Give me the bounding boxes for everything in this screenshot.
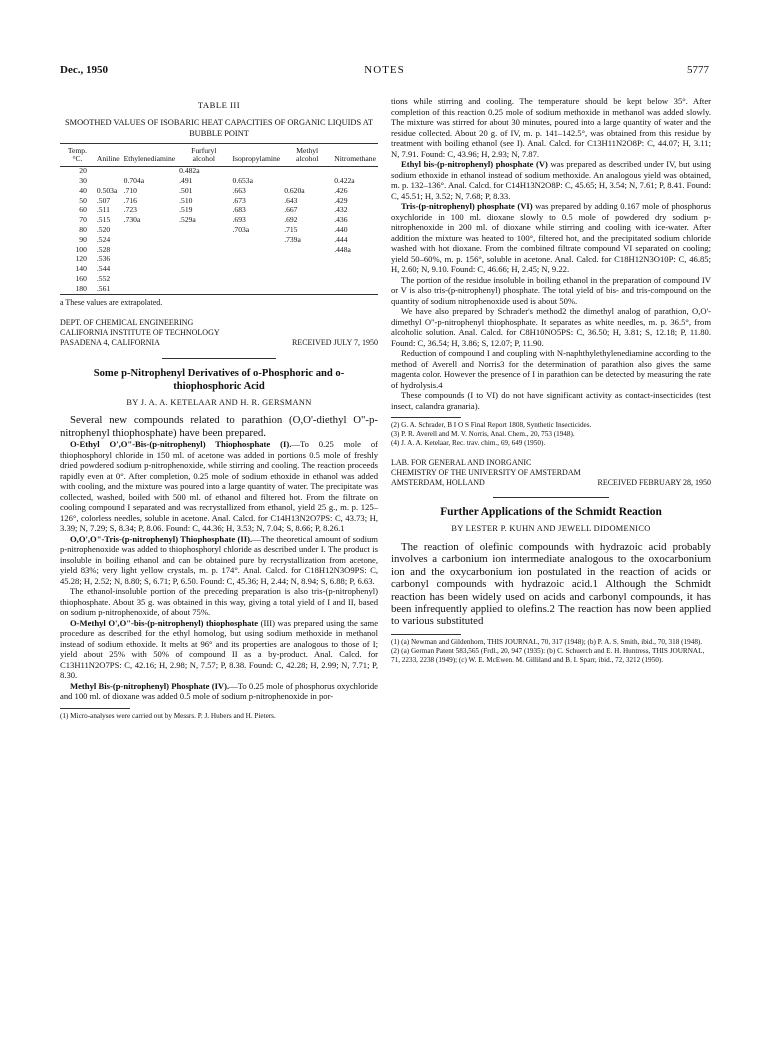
heat-capacity-cell: .561: [95, 284, 122, 294]
heat-capacity-cell: [177, 235, 230, 245]
paragraph: O-Ethyl O',O"-Bis-(p-nitrophenyl) Thiophosphate (I).—To 0.25 mole of thiophosphoryl chloride in 150 ml. of acetone was added in portions 0.5 mole of freshly dried powdered sodium p-nitrophenoxide, while stirring and cooling. The reaction proceeds rapidly even at 0°. After completion, 0.25 mole of sodium ethoxide in ethanol was added with cooling, and the mixture was poured into a large quantity of water. The precipitate was collected, washed, boiled with 500 ml. of ethanol and filtered hot. From the filtrate on cooling compound I separated and was recrystallized from ethanol, yield 25 g., m. p. 125–126°, colorless needles, soluble in acetone. Anal. Calcd. for C14H13N2O7PS: C, 43.73; H, 3.39; N, 7.29; S, 8.34; P, 8.06. Found: C, 44.36; H, 3.53; N, 7.04; S, 8.66; P, 8.26.1: [60, 439, 378, 534]
heat-capacity-cell: [282, 265, 332, 275]
affiliation-lab: LAB. FOR GENERAL AND INORGANIC: [391, 458, 532, 467]
article-byline: BY LESTER P. KUHN AND JEWELL DIDOMENICO: [451, 524, 651, 534]
heat-capacity-cell: .703a: [232, 224, 250, 234]
paragraph: Methyl Bis-(p-nitrophenyl) Phosphate (IV).—To 0.25 mole of phosphorus oxychloride and 100 ml. of dioxane was added 0.5 mole of sodium p-nitrophenoxide in por-: [60, 680, 378, 702]
article-intro: The reaction of olefinic compounds with hydrazoic acid probably involves a carbonium ion intermediate analogous to the oxocarbonium ion and the oxycarbonium ion postulated in the reaction of acids or carbonyl compounds with hydrazoic acid.1 Although the Schmidt reaction has been widely used on acids and carbonyl compounds, it has been infrequently applied to olefins.2 The reaction has now been applied to various substituted: [391, 540, 711, 628]
section-title: NOTES: [364, 64, 405, 76]
table-row: [60, 206, 378, 216]
paragraph: Ethyl bis-(p-nitrophenyl) phosphate (V) was prepared as described under IV, but using sodium ethoxide in ethanol instead of sodium methoxide. An analogous yield was obtained, m. p. 132–136°. Anal. Calcd. for C14H13N2O8P: C, 45.65; H, 3.54; N, 7.61; P, 8.41. Found: C, 45.51; H, 3.52; N, 7.68; P, 8.33.: [391, 159, 712, 201]
heat-capacity-cell: [332, 284, 378, 294]
affiliation-dept: DEPT. OF CHEMICAL ENGINEERING: [60, 318, 194, 328]
heat-capacity-cell: 0.422a: [334, 176, 355, 186]
heat-capacity-cell: [122, 274, 177, 284]
table-column-header: Aniline: [95, 143, 122, 166]
heat-capacity-cell: [122, 166, 177, 176]
paragraph: Reduction of compound I and coupling with N-naphthylethylenediamine according to the method of Averell and Norris3 for the determination of parathion also gives the same magenta color. However the presence of I in parathion can be detected by measuring the rate of hydrolysis.4: [391, 348, 711, 390]
heat-capacity-cell: [282, 284, 332, 294]
footnote: (2) (a) German Patent 583,565 (Frdl., 20, 947 (1935): (b) C. Schuerch and E. H. Huntress, THIS JOURNAL, 71, 2233, 2238 (1949); (c) W. E. McEwen. M. Gilliland and B. I. Sparr, ibid., 72, 3212 (1950).: [391, 646, 705, 664]
footnote: (3) P. R. Averell and M. V. Norris, Anal. Chem., 20, 753 (1948).: [391, 430, 575, 438]
heat-capacity-cell: [122, 265, 177, 275]
heat-capacity-cell: [122, 245, 177, 255]
heat-capacity-cell: .529a: [179, 215, 196, 225]
heat-capacity-table: [60, 143, 378, 295]
affiliation-block: [60, 318, 378, 347]
table-row: [60, 216, 378, 226]
paragraph: We have also prepared by Schrader's method2 the dimethyl analog of parathion, O,O'-dimethyl O"-p-nitrophenyl thiophosphate. It separates as white needles, m. p. 36.5°, from alcoholic solution. Anal. Calcd. for C8H10NO5PS: C, 36.50; H, 3.81; S, 12.18; P, 11.80. Found: C, 36.54; H, 3.86; S, 12.07; P, 11.90.: [391, 306, 711, 348]
table-label: TABLE III: [197, 100, 241, 110]
heat-capacity-cell: .552: [96, 273, 111, 283]
paragraph: The portion of the residue insoluble in boiling ethanol in the preparation of compound IV or V is also tris-(p-nitrophenyl) phosphate. The total yield of bis- and tris-compound on the quantity of sodium nitrophenoxide used is about 50%.: [391, 274, 711, 306]
heat-capacity-cell: .507: [96, 195, 111, 205]
heat-capacity-cell: .693: [232, 215, 246, 225]
heat-capacity-cell: .683: [232, 205, 246, 215]
temperature-cell: 140: [75, 264, 87, 274]
table-column-header: Methyl alcohol: [282, 143, 332, 166]
table-column-header: Isopropylamine: [231, 143, 283, 166]
heat-capacity-cell: .643: [284, 195, 298, 205]
heat-capacity-cell: .710: [123, 185, 137, 195]
heat-capacity-cell: 0.503a: [96, 185, 118, 195]
heat-capacity-cell: .730a: [123, 215, 141, 225]
heat-capacity-cell: .440: [334, 224, 348, 234]
right-column: [391, 96, 711, 665]
heat-capacity-cell: [332, 274, 378, 284]
heat-capacity-cell: .426: [334, 185, 348, 195]
affiliation-institution: CALIFORNIA INSTITUTE OF TECHNOLOGY: [60, 328, 220, 338]
heat-capacity-cell: [231, 284, 283, 294]
table-row: [60, 245, 378, 255]
heat-capacity-cell: [122, 284, 177, 294]
footnote: (4) J. A. A. Ketelaar, Rec. trav. chim., 69, 649 (1950).: [391, 439, 546, 447]
table-row: [60, 265, 378, 275]
heat-capacity-cell: .491: [179, 176, 193, 186]
table-column-header: Temp. °C.: [60, 143, 95, 166]
table-row: [60, 176, 378, 186]
heat-capacity-cell: .716: [123, 195, 137, 205]
running-head: [60, 64, 709, 80]
heat-capacity-cell: [282, 166, 332, 176]
heat-capacity-cell: [231, 265, 283, 275]
heat-capacity-cell: [95, 166, 122, 176]
heat-capacity-cell: [122, 235, 177, 245]
page-number: 5777: [687, 64, 709, 76]
heat-capacity-cell: .515: [96, 215, 111, 225]
footnote: (1) (a) Newman and Gildenhorn, THIS JOURNAL, 70, 317 (1948); (b) P. A. S. Smith, ibid., 70, 318 (1948).: [391, 637, 703, 646]
heat-capacity-cell: [231, 245, 283, 255]
temperature-cell: 40: [79, 185, 87, 195]
article-byline: BY J. A. A. KETELAAR AND H. R. GERSMANN: [126, 397, 312, 407]
table-row: [60, 255, 378, 265]
heat-capacity-cell: [332, 265, 378, 275]
paragraph: Tris-(p-nitrophenyl) phosphate (VI) was prepared by adding 0.167 mole of phosphorus oxychloride in 100 ml. dioxane slowly to 0.5 mole of powdered dry sodium p-nitrophenoxide in 200 ml. of dioxane while stirring and cooling with ice-water. After addition the mixture was heated to 100°, filtered hot, and the precipitated sodium chloride washed with hot dioxane. From the combined filtrate compound VI separated on cooling; yield 50–60%, m. p. 156°, soluble in acetone. Anal. Calcd. for C18H12N3O10P: C, 46.85; H, 2.60; N, 9.10. Found: C, 46.66; H, 2.45; N, 9.22.: [391, 201, 711, 274]
table-row: [60, 166, 378, 176]
heat-capacity-cell: .510: [179, 195, 193, 205]
paragraph: The ethanol-insoluble portion of the preceding preparation is also tris-(p-nitrophenyl) thiophosphate. About 35 g. was obtained in this way, giving a total yield of I and II, based on sodium p-nitrophenoxide, of about 75%.: [60, 586, 378, 618]
heat-capacity-cell: .524: [96, 234, 111, 244]
divider: [162, 358, 276, 359]
affiliation-city: PASADENA 4, CALIFORNIA: [60, 337, 160, 347]
heat-capacity-cell: .520: [96, 224, 111, 234]
heat-capacity-cell: [332, 255, 378, 265]
heat-capacity-cell: .667: [284, 205, 298, 215]
heat-capacity-cell: .673: [232, 195, 246, 205]
heat-capacity-cell: .501: [179, 185, 193, 195]
heat-capacity-cell: .544: [96, 264, 111, 274]
heat-capacity-cell: [122, 225, 177, 235]
temperature-cell: 180: [60, 284, 95, 294]
divider: [493, 497, 608, 498]
affiliation-chemistry: CHEMISTRY OF THE UNIVERSITY OF AMSTERDAM: [391, 467, 581, 477]
temperature-cell: 120: [75, 254, 87, 264]
heat-capacity-cell: [122, 255, 177, 265]
temperature-cell: 100: [75, 244, 87, 254]
table-row: [60, 196, 378, 206]
heat-capacity-cell: [231, 274, 283, 284]
heat-capacity-cell: .692: [284, 215, 298, 225]
heat-capacity-cell: .739a: [284, 234, 301, 244]
heat-capacity-cell: [177, 265, 230, 275]
heat-capacity-cell: .436: [334, 215, 348, 225]
affiliation-city: AMSTERDAM, HOLLAND: [391, 477, 485, 487]
temperature-cell: 70: [79, 215, 87, 225]
table-column-header: Nitromethane: [332, 143, 378, 166]
affiliation-block: [391, 458, 711, 487]
temperature-cell: 30: [79, 176, 87, 186]
heat-capacity-cell: [282, 255, 332, 265]
heat-capacity-cell: 0.620a: [284, 185, 305, 195]
article-title: Some p-Nitrophenyl Derivatives of o-Phosphoric and o-thiophosphoric Acid: [93, 367, 345, 392]
heat-capacity-cell: [231, 255, 283, 265]
temperature-cell: 20: [79, 166, 87, 176]
heat-capacity-cell: .448a: [334, 244, 351, 254]
heat-capacity-cell: 0.704a: [123, 176, 145, 186]
left-column: [60, 96, 378, 721]
heat-capacity-cell: [95, 176, 122, 186]
temperature-cell: 90: [79, 234, 87, 244]
heat-capacity-cell: .519: [179, 205, 193, 215]
heat-capacity-cell: .536: [96, 254, 111, 264]
heat-capacity-cell: .429: [334, 195, 348, 205]
heat-capacity-cell: 0.653a: [232, 176, 253, 186]
received-date: RECEIVED FEBRUARY 28, 1950: [597, 477, 711, 487]
heat-capacity-cell: .511: [96, 205, 110, 215]
heat-capacity-cell: [177, 284, 230, 294]
footnote-rule: [60, 708, 130, 709]
table-caption: SMOOTHED VALUES OF ISOBARIC HEAT CAPACITIES OF ORGANIC LIQUIDS AT BUBBLE POINT: [65, 117, 373, 138]
heat-capacity-cell: .444: [334, 234, 348, 244]
table-row: [60, 274, 378, 284]
paragraph: O-Methyl O',O"-bis-(p-nitrophenyl) thiophosphate (III) was prepared using the same procedure as described for the ethyl homolog, but using sodium methoxide in methanol instead of sodium ethoxide. It melts at 96° and its properties are analogous to those of I; yield about 25% with 50% of compound II as a by-product. Anal. Calcd. for C13H11N2O7PS: C, 42.16; H, 2.98; N, 7.57; P, 8.38. Found: C, 42.28; H, 2.99; N, 7.71; P, 8.30.: [60, 617, 379, 681]
heat-capacity-cell: 0.482a: [179, 166, 200, 176]
temperature-cell: 80: [79, 224, 87, 234]
article-title: Further Applications of the Schmidt Reaction: [440, 506, 662, 519]
heat-capacity-cell: [231, 166, 283, 176]
heat-capacity-cell: [282, 245, 332, 255]
temperature-cell: 60: [79, 205, 87, 215]
temperature-cell: 160: [75, 273, 87, 283]
heat-capacity-cell: [177, 245, 230, 255]
footnote: (1) Micro-analyses were carried out by Messrs. P. J. Hubers and H. Pieters.: [60, 711, 276, 720]
paragraph: O,O',O"-Tris-(p-nitrophenyl) Thiophosphate (II).—The theoretical amount of sodium p-nitrophenoxide was added to thiophosphoryl chloride as described under I. The product is insoluble in boiling ethanol and can be obtained pure by recrystallization from acetone, yield 83%; very light yellow crystals, m. p. 174°. Anal. Calcd. for C18H12N3O9PS: C, 45.28; H, 2.52; N, 8.80; S, 6.71; P, 6.50. Found: C, 45.36; H, 2.44; N, 8.94; S, 6.88; P, 6.63.: [60, 533, 378, 586]
issue-date: Dec., 1950: [60, 64, 108, 76]
heat-capacity-cell: [177, 255, 230, 265]
heat-capacity-cell: .723: [123, 205, 137, 215]
footnote-rule: [391, 417, 461, 418]
heat-capacity-cell: [282, 274, 332, 284]
heat-capacity-cell: [231, 235, 283, 245]
heat-capacity-cell: [177, 274, 230, 284]
temperature-cell: 50: [79, 195, 87, 205]
table-column-header: Furfuryl alcohol: [177, 143, 230, 166]
heat-capacity-cell: .715: [284, 224, 298, 234]
paragraph: These compounds (I to VI) do not have significant activity as contact-insecticides (test insect, calandra granaria).: [391, 390, 711, 411]
received-date: RECEIVED JULY 7, 1950: [291, 337, 378, 347]
table-column-header: Ethylenediamine: [122, 143, 177, 166]
table-row: [60, 284, 378, 294]
heat-capacity-cell: .432: [334, 205, 348, 215]
heat-capacity-cell: [282, 176, 332, 186]
footnote-rule: [391, 634, 461, 635]
paragraph: tions while stirring and cooling. The temperature should be kept below 35°. After completion of this reaction 0.25 mole of sodium methoxide in methanol was added slowly. The mixture was stirred for about 30 minutes, poured into a large quantity of water and the residue collected. About 20 g. of IV, m. p. 141–142.5°, was obtained from this residue by treatment with boiling ethanol (see I). Anal. Calcd. for C13H11N2O8P: C, 44.07; H, 3.11; N, 7.91. Found: C, 43.96; H, 2.93; N, 7.87.: [391, 96, 711, 159]
article-intro: Several new compounds related to parathion (O,O'-diethyl O"-p-nitrophenyl thiophosphate) have been prepared.: [60, 414, 378, 439]
table-row: [60, 186, 378, 196]
table-footnote: a These values are extrapolated.: [60, 297, 163, 307]
footnote: (2) G. A. Schrader, B I O S Final Report 1808, Synthetic Insecticides.: [391, 421, 592, 429]
heat-capacity-cell: [332, 166, 378, 176]
table-row: [60, 235, 378, 245]
heat-capacity-cell: .528: [96, 244, 111, 254]
table-row: [60, 225, 378, 235]
heat-capacity-cell: [177, 225, 230, 235]
heat-capacity-cell: .663: [232, 185, 246, 195]
